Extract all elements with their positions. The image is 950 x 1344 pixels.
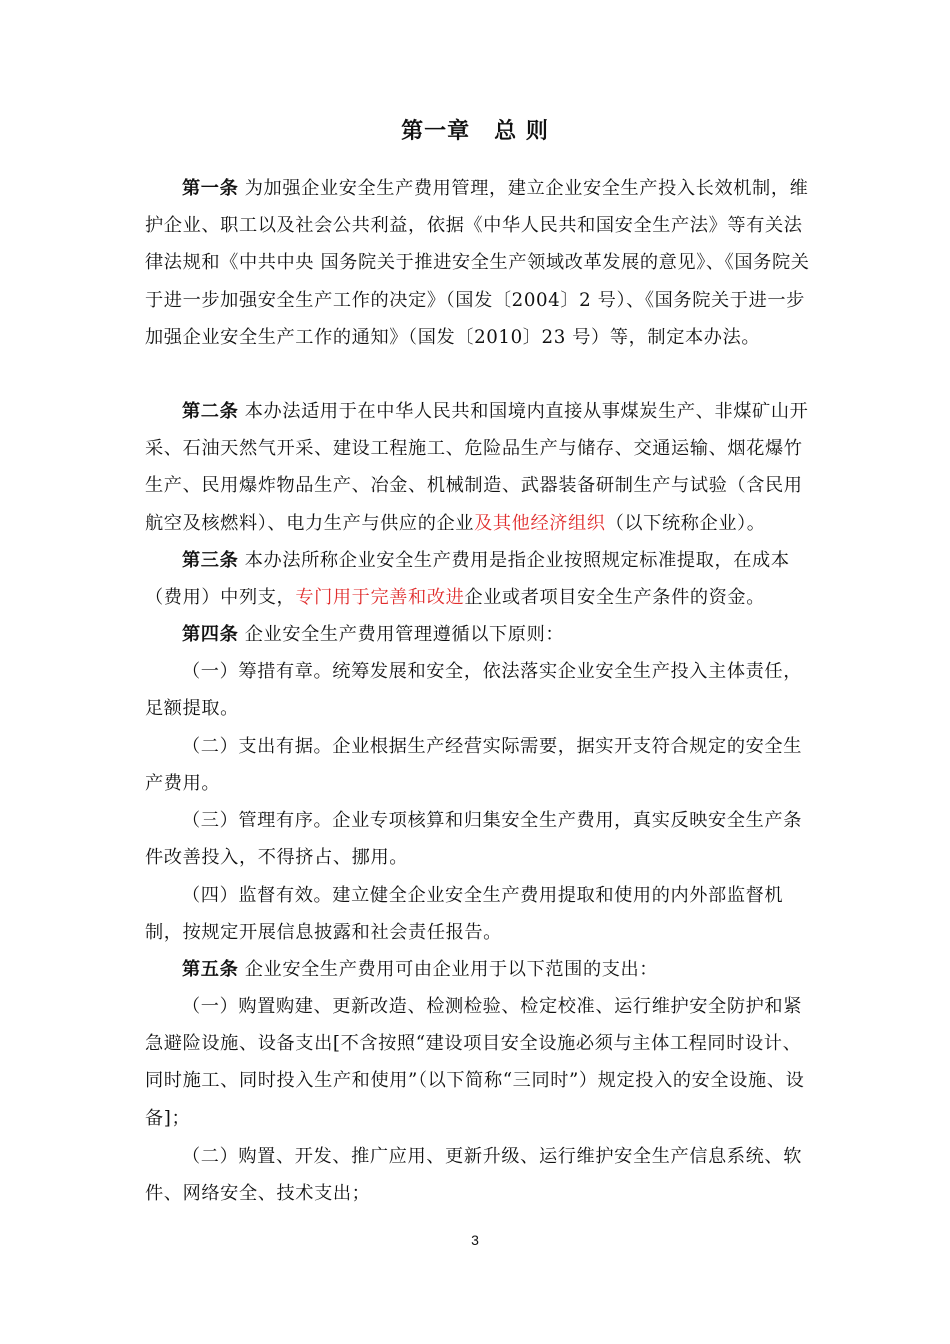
principle-3: （三）管理有序。企业专项核算和归集安全生产费用，真实反映安全生产条件改善投入，不得挤占、挪用。 bbox=[145, 810, 802, 869]
chapter-title bbox=[0, 114, 950, 145]
article-1-text: 为加强企业安全生产费用管理，建立企业安全生产投入长效机制，维护企业、职工以及社会公共利益，依据《中华人民共和国安全生产法》等有关法律法规和《中共中央 国务院关于推进安全生产领域改革发展的意见》、《国务院关于进一步加强安全生产工作的决定》（国发〔2004〕2 号）、《国务院关于进一步加强企业安全生产工作的通知》（国发〔2010〕23 号）等，制定本办法。 bbox=[145, 178, 810, 348]
article-5-text: 企业安全生产费用可由企业用于以下范围的支出： bbox=[244, 959, 659, 980]
article-4 bbox=[145, 616, 810, 653]
article-2 bbox=[145, 393, 810, 542]
article-3 bbox=[145, 542, 810, 616]
scope-item-1: （一）购置购建、更新改造、检测检验、检定校准、运行维护安全防护和紧急避险设施、设备支出[不含按照“建设项目安全设施必须与主体工程同时设计、同时施工、同时投入生产和使用”（以下简称“三同时”）规定投入的安全设施、设备]； bbox=[145, 996, 805, 1129]
article-3-heading: 第三条 bbox=[182, 550, 239, 571]
article-2-highlight: 及其他经济组织 bbox=[474, 512, 606, 534]
chapter-name: 总 则 bbox=[494, 119, 549, 144]
article-4-text: 企业安全生产费用管理遵循以下原则： bbox=[244, 624, 565, 645]
principle-4: （四）监督有效。建立健全企业安全生产费用提取和使用的内外部监督机制，按规定开展信息披露和社会责任报告。 bbox=[145, 885, 784, 944]
article-3-highlight: 专门用于完善和改进 bbox=[295, 587, 465, 609]
principle-2: （二）支出有据。企业根据生产经营实际需要，据实开支符合规定的安全生产费用。 bbox=[145, 736, 802, 795]
article-1 bbox=[145, 170, 810, 356]
chapter-label: 第一章 bbox=[401, 119, 471, 144]
article-4-heading: 第四条 bbox=[182, 624, 239, 645]
article-5-heading: 第五条 bbox=[182, 959, 239, 980]
page-number: 3 bbox=[471, 1232, 479, 1248]
principle-1: （一）筹措有章。统筹发展和安全，依法落实企业安全生产投入主体责任，足额提取。 bbox=[145, 661, 802, 720]
article-3-text: 本办法所称企业安全生产费用是指企业按照规定标准提取，在成本（费用）中列支， bbox=[145, 550, 790, 609]
article-2-heading: 第二条 bbox=[182, 401, 239, 422]
article-2-text-after: （以下统称企业）。 bbox=[605, 512, 766, 534]
article-2-text: 本办法适用于在中华人民共和国境内直接从事煤炭生产、非煤矿山开采、石油天然气开采、建设工程施工、危险品生产与储存、交通运输、烟花爆竹生产、民用爆炸物品生产、冶金、机械制造、武器装备研制生产与试验（含民用航空及核燃料）、电力生产与供应的企业 bbox=[145, 401, 809, 534]
scope-item-2: （二）购置、开发、推广应用、更新升级、运行维护安全生产信息系统、软件、网络安全、技术支出； bbox=[145, 1146, 802, 1205]
article-5 bbox=[145, 951, 810, 988]
article-1-heading: 第一条 bbox=[182, 178, 239, 199]
article-3-text-after: 企业或者项目安全生产条件的资金。 bbox=[464, 587, 766, 609]
